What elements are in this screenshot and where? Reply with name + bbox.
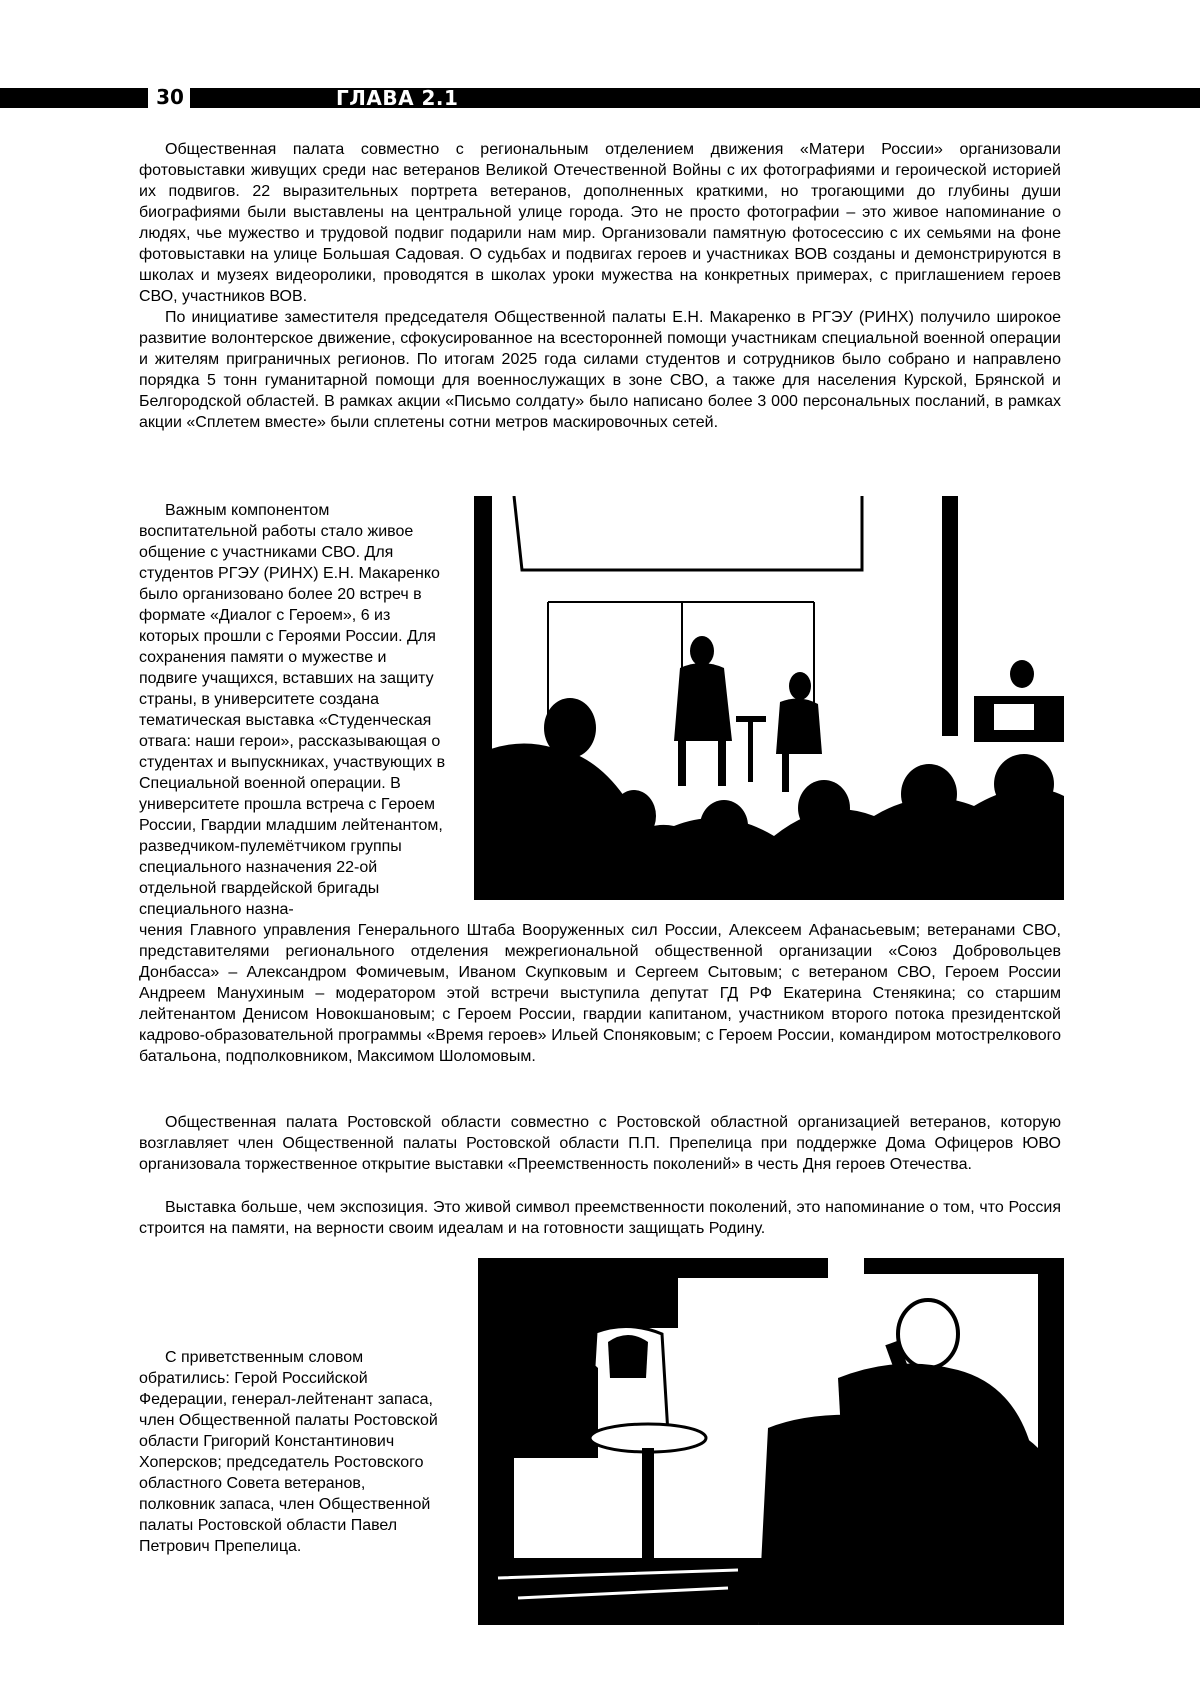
paragraph-living-symbol [139,1197,1061,1239]
paragraph-meetings-continued [139,920,1061,1067]
photo-dialogue-with-hero [474,496,1064,900]
paragraph-text: По инициативе заместителя председателя Общественной палаты Е.Н. Макаренко в РГЭУ (РИНХ) получило широкое развитие волонтерское движение, сфокусированное на всесторонней помощи участникам специальной военной операции и жителям приграничных регионов. По итогам 2025 года силами студентов и сотрудников было собрано и направлено порядка 5 тонн гуманитарной помощи для военнослужащих в зоне СВО, а также для населения Курской, Брянской и Белгородской областей. В рамках акции «Письмо солдату» было написано более 3 000 персональных посланий, в рамках акции «Сплетем вместе» были сплетены сотни метров маскировочных сетей. [139,309,1061,431]
paragraph-text: Общественная палата совместно с региональным отделением движения «Матери России» организовали фотовыставки живущих среди нас ветеранов Великой Отечественной Войны с их фотографиями и героической историей их подвигов. 22 выразительных портрета ветеранов, дополненных краткими, но трогающими до глубины души биографиями были выставлены на центральной улице города. Это не просто фотографии – это живое напоминание о людях, чье мужество и трудовой подвиг подарили нам мир. Организовали памятную фотосессию с их семьями на фоне фотовыставки на улице Большая Садовая. О судьбах и подвигах героев и участниках ВОВ созданы и демонстрируются в школах и музеях видеоролики, проводятся в школах уроки мужества на конкретных примерах, с приглашением героев СВО, участников ВОВ. [139,141,1061,305]
chapter-title: ГЛАВА 2.1 [336,86,459,110]
paragraph-welcome-speech [139,1347,442,1557]
photo-dialogue-with-hero-image [474,496,1064,900]
paragraph-text: Важным компонентом воспитательной работы стало живое общение с участниками СВО. Для студентов РГЭУ (РИНХ) Е.Н. Макаренко было организовано более 20 встреч в формате «Диалог с Героем», 6 из которых прошли с Героями России. Для сохранения памяти о мужестве и подвиге учащихся, вставших на защиту страны, в университете создана тематическая выставка «Студенческая отвага: наши герои», рассказывающая о студентах и выпускниках, участвующих в Специальной военной операции. В университете прошла встреча с Героем России, Гвардии младшим лейтенантом, разведчиком-пулемётчиком группы специального назначения 22-ой отдельной гвардейской бригады специального назна- [139,502,446,918]
paragraph-exhibition-veterans [139,139,1061,307]
paragraph-volunteer-movement [139,307,1061,433]
paragraph-continuity-exhibition [139,1112,1061,1175]
paragraph-dialogue-with-hero [139,500,447,920]
header-bar-left [0,88,148,108]
paragraph-text: С приветственным словом обратились: Герой Российской Федерации, генерал-лейтенант запаса, член Общественной палаты Ростовской области Григорий Константинович Хоперсков; председатель Ростовского областного Совета ветеранов, полковник запаса, член Общественной палаты Ростовской области Павел Петрович Препелица. [139,1349,438,1555]
paragraph-text: Выставка больше, чем экспозиция. Это живой символ преемственности поколений, это напоминание о том, что Россия строится на памяти, на верности своим идеалам и на готовности защищать Родину. [139,1199,1061,1237]
page-number: 30 [156,85,184,109]
paragraph-text: чения Главного управления Генерального Штаба Вооруженных сил России, Алексеем Афанасьевым; ветеранами СВО, представителями регионального отделения межрегиональной общественной организации «Союз Добровольцев Донбасса» – Александром Фомичевым, Иваном Скупковым и Сергеем Сытовым; с ветераном СВО, Героем России Андреем Манухиным – модератором этой встречи выступила депутат ГД РФ Екатерина Стенякина; со старшим лейтенантом Денисом Новокшановым; с Героем России, гвардии капитаном, участником второго потока президентской кадрово-образовательной программы «Время героев» Ильей Споняковым; с Героем России, командиром мотострелкового батальона, подполковником, Максимом Шоломовым. [139,922,1061,1065]
photo-exhibition-opening-image [478,1258,1064,1625]
photo-exhibition-opening [478,1258,1064,1625]
paragraph-text: Общественная палата Ростовской области совместно с Ростовской областной организацией ветеранов, которую возглавляет член Общественной палаты Ростовской области П.П. Препелица при поддержке Дома Офицеров ЮВО организовала торжественное открытие выставки «Преемственность поколений» в честь Дня героев Отечества. [139,1114,1061,1173]
